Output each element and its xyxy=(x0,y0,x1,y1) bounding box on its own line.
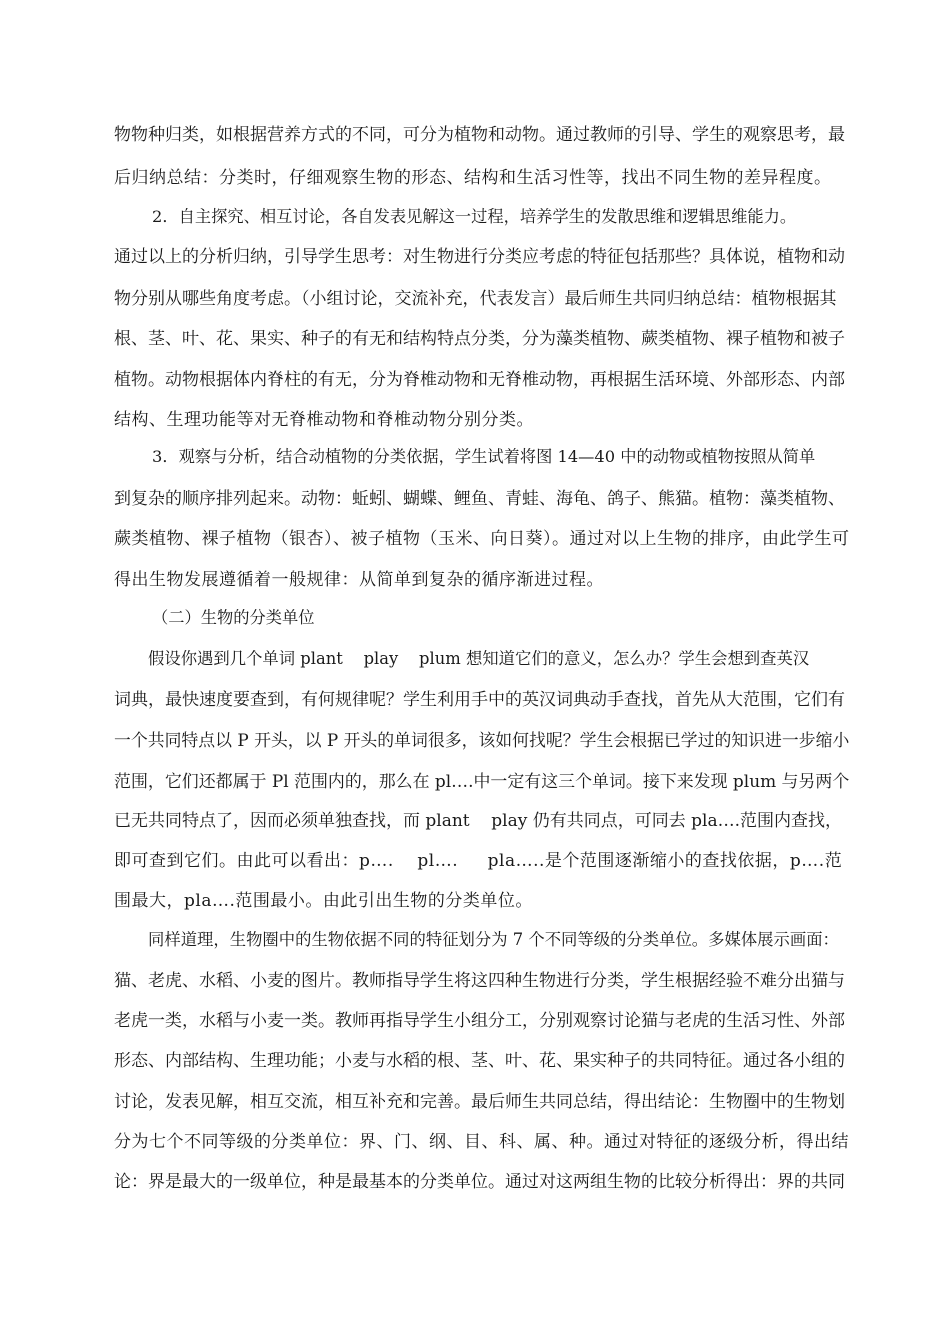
text-line: 物分别从哪些角度考虑。（小组讨论，交流补充，代表发言）最后师生共同归纳总结：植物根据其 xyxy=(114,289,837,309)
text-line: 通过以上的分析归纳，引导学生思考：对生物进行分类应考虑的特征包括那些？具体说，植物和动 xyxy=(114,247,845,267)
text-line: 得出生物发展遵循着一般规律：从简单到复杂的循序渐进过程。 xyxy=(114,570,604,590)
text-line: 3．观察与分析，结合动植物的分类依据，学生试着将图 14—40 中的动物或植物按照从简单 xyxy=(152,447,816,466)
text-line: 范围，它们还都属于 Pl 范围内的，那么在 pl….中一定有这三个单词。接下来发现 plum 与另两个 xyxy=(114,771,850,791)
text-line: 已无共同特点了，因而必须单独查找，而 plant play 仍有共同点，可同去 pla….范围内查找， xyxy=(114,811,842,831)
text-line: 论：界是最大的一级单位，种是最基本的分类单位。通过对这两组生物的比较分析得出：界的共同 xyxy=(114,1172,845,1192)
text-line: 一个共同特点以 P 开头，以 P 开头的单词很多，该如何找呢？学生会根据已学过的知识进一步缩小 xyxy=(114,730,850,750)
section-heading: （二）生物的分类单位 xyxy=(152,608,315,627)
text-line: 分为七个不同等级的分类单位：界、门、纲、目、科、属、种。通过对特征的逐级分析，得出结 xyxy=(114,1132,849,1152)
text-line: 结构、生理功能等对无脊椎动物和脊椎动物分别分类。 xyxy=(114,410,534,430)
text-line: 形态、内部结构、生理功能；小麦与水稻的根、茎、叶、花、果实种子的共同特征。通过各小组的 xyxy=(114,1051,845,1071)
text-line: 假设你遇到几个单词 plant play plum 想知道它们的意义，怎么办？学生会想到查英汉 xyxy=(148,649,810,668)
text-line: 老虎一类，水稻与小麦一类。教师再指导学生小组分工，分别观察讨论猫与老虎的生活习性、外部 xyxy=(114,1011,845,1031)
text-line: 物物种归类，如根据营养方式的不同，可分为植物和动物。通过教师的引导、学生的观察思考，最 xyxy=(114,125,845,145)
text-line: 同样道理，生物圈中的生物依据不同的特征划分为 7 个不同等级的分类单位。多媒体展示画面： xyxy=(148,930,839,949)
text-line: 即可查到它们。由此可以看出：p…. pl…. pla…..是个范围逐渐缩小的查找依据，p….范 xyxy=(114,851,843,871)
text-line: 蕨类植物、裸子植物（银杏）、被子植物（玉米、向日葵）。通过对以上生物的排序，由此学生可 xyxy=(114,529,850,549)
text-line: 到复杂的顺序排列起来。动物：蚯蚓、蝴蝶、鲤鱼、青蛙、海龟、鸽子、熊猫。植物：藻类植物、 xyxy=(114,489,845,509)
text-line: 讨论，发表见解，相互交流，相互补充和完善。最后师生共同总结，得出结论：生物圈中的生物划 xyxy=(114,1092,845,1112)
text-line: 猫、老虎、水稻、小麦的图片。教师指导学生将这四种生物进行分类，学生根据经验不难分出猫与 xyxy=(114,971,845,991)
text-line: 根、茎、叶、花、果实、种子的有无和结构特点分类，分为藻类植物、蕨类植物、裸子植物和被子 xyxy=(114,329,845,349)
text-line: 词典，最快速度要查到，有何规律呢？学生利用手中的英汉词典动手查找，首先从大范围，它们有 xyxy=(114,690,845,710)
text-line: 2．自主探究、相互讨论，各自发表见解这一过程，培养学生的发散思维和逻辑思维能力。 xyxy=(152,207,797,226)
text-line: 围最大，pla….范围最小。由此引出生物的分类单位。 xyxy=(114,891,533,911)
text-line: 植物。动物根据体内脊柱的有无，分为脊椎动物和无脊椎动物，再根据生活环境、外部形态、内部 xyxy=(114,370,845,390)
text-line: 后归纳总结：分类时，仔细观察生物的形态、结构和生活习性等，找出不同生物的差异程度。 xyxy=(114,168,832,188)
